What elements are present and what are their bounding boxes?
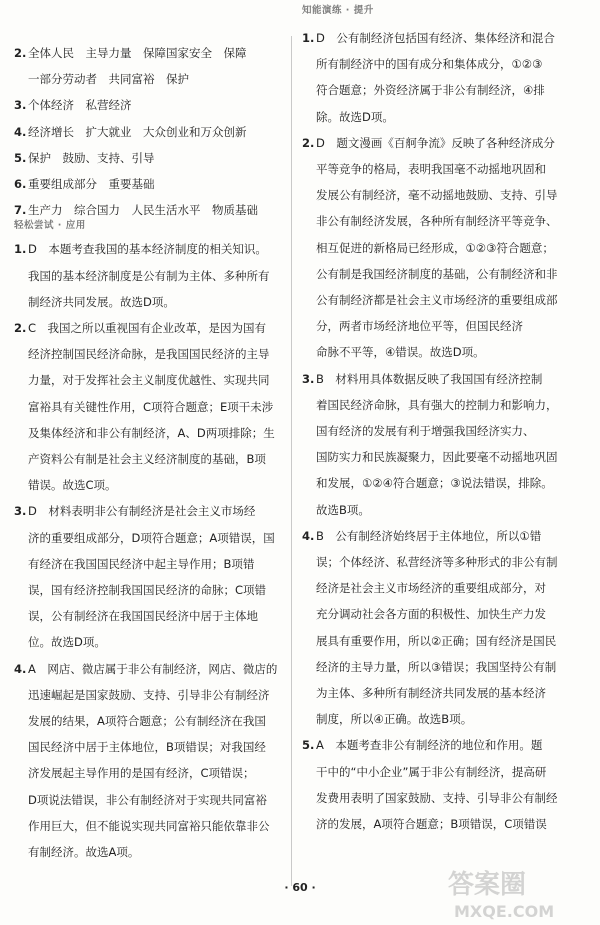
fill-in-answers: [14, 40, 286, 223]
item-line: 济发展起主导作用的是国有经济，C项错误；: [28, 766, 255, 781]
item-line: 除。故选D项。: [316, 109, 394, 124]
item-line: D 公有制经济包括国有经济、集体经济和混合: [316, 31, 555, 45]
item-line: 误，公有制经济在我国国民经济中居于主体地: [28, 609, 258, 624]
answer-item: [302, 732, 580, 837]
item-number: 1.: [302, 31, 315, 45]
item-line: 为主体、多种所有制经济共同发展的基本经济: [316, 686, 546, 701]
item-number: 4.: [14, 124, 27, 139]
item-number: 4.: [14, 661, 27, 676]
item-line: 发展的结果，A项符合题意；公有制经济在我国: [28, 714, 266, 729]
item-line: 发费用表明了国家鼓励、支持、引导非公有制经: [316, 790, 558, 805]
watermark-logo: [440, 863, 590, 923]
item-line: 作用巨大，但不能说实现共同富裕只能依靠非公: [28, 818, 270, 833]
item-line: 国防实力和民族凝聚力，因此要毫不动摇地巩固: [316, 450, 558, 465]
answer-item: [14, 236, 286, 315]
item-line: 全体人民 主导力量 保障国家安全 保障: [28, 46, 247, 60]
item-line: 济的重要组成部分，D项符合题意；A项错误，国: [28, 530, 275, 545]
item-line: 展具有重要作用，所以②正确；国有经济是国民: [316, 633, 557, 648]
item-line: 经济是社会主义市场经济的重要组成部分，对: [316, 581, 546, 596]
item-line: 济的发展，A项符合题意；B项错误，C项错误: [316, 817, 547, 832]
section-title-improve: 知能演练 · 提升: [302, 5, 374, 16]
item-line: 故选B项。: [316, 502, 370, 517]
left-column: [14, 40, 286, 865]
watermark-line1: 答案圈: [448, 870, 527, 900]
item-number: 5.: [14, 150, 27, 165]
item-line: D项说法错误，非公有制经济对于实现共同富裕: [28, 792, 267, 807]
item-line: 充分调动社会各方面的积极性、加快生产力发: [316, 607, 546, 622]
answer-item: [14, 498, 286, 655]
item-number: 1.: [14, 242, 27, 257]
fill-item: [14, 40, 286, 92]
item-line: 迅速崛起是国家鼓励、支持、引导非公有制经济: [28, 687, 270, 702]
fill-item: [14, 119, 286, 145]
item-number: 4.: [302, 528, 315, 543]
item-line: 经济控制国民经济命脉，是我国国民经济的主导: [28, 347, 270, 362]
right-column: [302, 5, 580, 837]
answer-item: [14, 656, 286, 866]
item-line: 力量，对于发挥社会主义制度优越性、实现共同: [28, 373, 270, 388]
column-divider: [291, 36, 292, 886]
item-number: 3.: [302, 371, 315, 386]
item-line: 位。故选D项。: [28, 635, 106, 650]
item-number: 2.: [302, 135, 315, 150]
item-line: 误，国有经济控制我国国民经济的命脉；C项错: [28, 583, 267, 598]
item-number: 5.: [302, 738, 315, 753]
item-number: 2.: [14, 321, 27, 336]
item-line: 错误。故选C项。: [28, 478, 117, 493]
item-line: B 材料用具体数据反映了我国国有经济控制: [316, 371, 543, 386]
item-number: 3.: [14, 98, 27, 113]
item-line: 生产力 综合国力 人民生活水平 物质基础: [28, 203, 258, 218]
answer-item: [14, 315, 286, 498]
item-line: B 公有制经济始终居于主体地位，所以①错: [316, 528, 542, 543]
item-line: A 本题考查非公有制经济的地位和作用。题: [316, 738, 543, 753]
answer-item: [302, 523, 580, 733]
answer-item: [302, 130, 580, 366]
item-line: 非公有制经济发展，各种所有制经济平等竞争、: [316, 214, 558, 229]
item-number: 2.: [14, 46, 27, 60]
item-line: 富裕具有关键性作用，C项符合题意；E项干未涉: [28, 399, 274, 414]
item-number: 6.: [14, 177, 27, 192]
fill-item: [14, 197, 286, 223]
item-line: C 我国之所以重视国有企业改革，是因为国有: [28, 321, 267, 336]
item-line: 一部分劳动者 共同富裕 保护: [28, 72, 189, 87]
item-line: 有经济在我国国民经济中起主导作用；B项错: [28, 556, 255, 571]
item-line: D 材料表明非公有制经济是社会主义市场经: [28, 504, 256, 519]
page-dash-left: ·: [284, 881, 289, 894]
item-line: 制度，所以④正确。故选B项。: [316, 712, 473, 727]
item-line: 着国民经济命脉，具有强大的控制力和影响力，: [316, 397, 558, 412]
item-line: 公有制经济都是社会主义市场经济的重要组成部: [316, 293, 558, 308]
fill-item: [14, 92, 286, 118]
item-line: 经济增长 扩大就业 大众创业和万众创新: [28, 124, 247, 139]
practice-answers: [14, 236, 286, 865]
item-number: 7.: [14, 203, 27, 218]
item-line: 干中的“中小企业”属于非公有制经济，提高研: [316, 764, 547, 779]
item-line: 和发展，①②④符合题意；③说法错误，排除。: [316, 476, 553, 491]
item-line: 产资料公有制是社会主义经济制度的基础，B项: [28, 452, 266, 467]
item-line: D 本题考查我国的基本经济制度的相关知识。: [28, 242, 267, 257]
page-number-value: 60: [292, 881, 308, 894]
item-line: 国民经济中居于主体地位，B项错误；对我国经: [28, 740, 266, 755]
item-line: 分，两者市场经济地位平等，但国民经济: [316, 319, 523, 334]
section-title-practice: 轻松尝试 · 应用: [14, 220, 86, 232]
item-line: A 网店、微店属于非公有制经济，网店、微店的: [28, 661, 278, 676]
item-number: 3.: [14, 504, 27, 519]
item-line: 命脉不平等，④错误。故选D项。: [316, 345, 485, 360]
item-line: 符合题意；外资经济属于非公有制经济，④排: [316, 83, 545, 98]
item-line: D 题文漫画《百舸争流》反映了各种经济成分: [316, 135, 555, 150]
improve-answers: [302, 25, 580, 837]
item-line: 我国的基本经济制度是公有制为主体、多种所有: [28, 268, 270, 283]
item-line: 重要组成部分 重要基础: [28, 177, 155, 192]
item-line: 发展公有制经济，毫不动摇地鼓励、支持、引导: [316, 188, 558, 203]
item-line: 经济的主导力量，所以③错误；我国坚持公有制: [316, 659, 557, 674]
item-line: 公有制是我国经济制度的基础，公有制经济和非: [316, 266, 558, 281]
item-line: 制经济共同发展。故选D项。: [28, 294, 175, 309]
item-line: 国有经济的发展有利于增强我国经济实力、: [316, 424, 535, 439]
item-line: 所有制经济中的国有成分和集体成分，①②③: [316, 57, 543, 72]
page-dash-right: ·: [311, 881, 316, 894]
item-line: 相互促进的新格局已经形成，①②③符合题意；: [316, 240, 554, 255]
watermark-line2: MXQE.COM: [454, 902, 555, 921]
fill-item: [14, 171, 286, 197]
item-line: 及集体经济和非公有制经济，A、D两项排除；生: [28, 425, 275, 440]
answer-item: [302, 25, 580, 130]
item-line: 个体经济 私营经济: [28, 98, 132, 113]
answer-item: [302, 366, 580, 523]
item-line: 保护 鼓励、支持、引导: [28, 150, 155, 165]
item-line: 平等竞争的格局，表明我国毫不动摇地巩固和: [316, 162, 546, 177]
item-line: 误；个体经济、私营经济等多种形式的非公有制: [316, 555, 558, 570]
fill-item: [14, 145, 286, 171]
item-line: 有制经济。故选A项。: [28, 845, 140, 860]
